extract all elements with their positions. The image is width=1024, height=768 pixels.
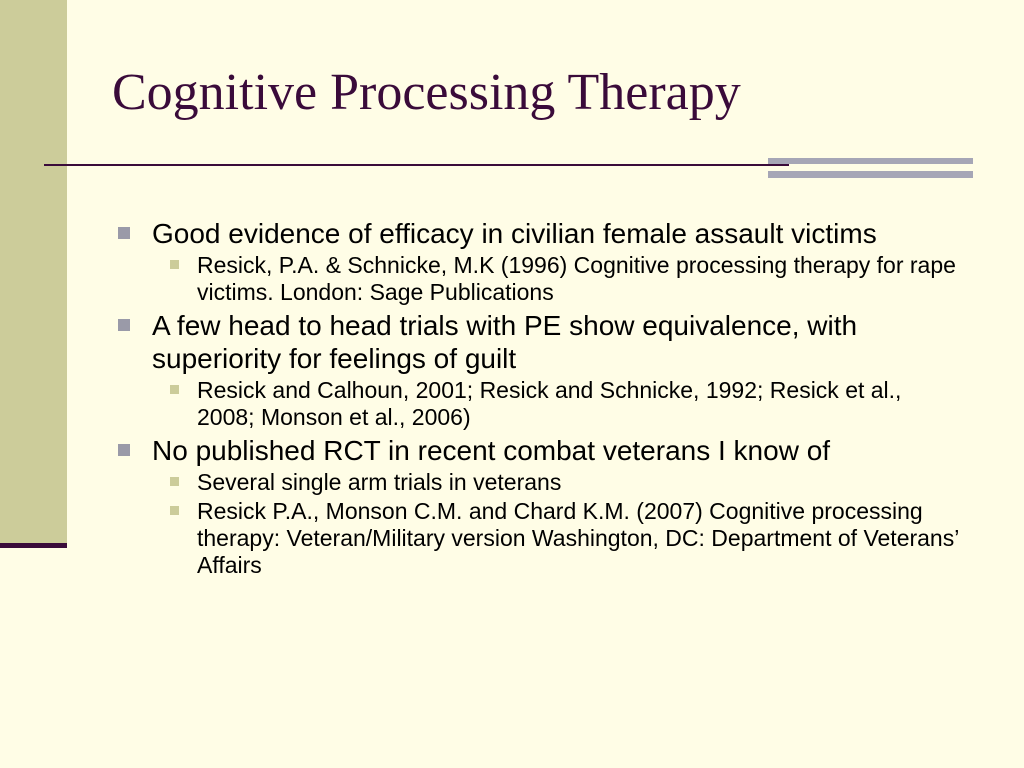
- accent-stripe: [768, 158, 973, 164]
- bullet-text: A few head to head trials with PE show equivalence, with superiority for feelings of guilt: [152, 310, 858, 374]
- sub-bullet-item: [152, 252, 962, 306]
- bullet-item: [112, 434, 962, 579]
- square-bullet-icon: [118, 227, 130, 239]
- sidebar-rule: [0, 543, 67, 548]
- sub-bullet-list: [152, 377, 962, 431]
- accent-stripe: [768, 171, 973, 178]
- square-bullet-icon: [170, 260, 179, 269]
- sub-bullet-item: [152, 469, 962, 496]
- sub-bullet-text: Resick, P.A. & Schnicke, M.K (1996) Cognitive processing therapy for rape victims. London: Sage Publications: [197, 252, 956, 305]
- square-bullet-icon: [118, 444, 130, 456]
- title-divider-accent: [768, 158, 973, 178]
- slide-title: Cognitive Processing Therapy: [112, 64, 741, 121]
- sub-bullet-text: Resick and Calhoun, 2001; Resick and Schnicke, 1992; Resick et al., 2008; Monson et al., 2006): [197, 377, 902, 430]
- bullet-text: No published RCT in recent combat veterans I know of: [152, 435, 831, 466]
- square-bullet-icon: [170, 506, 179, 515]
- sub-bullet-item: [152, 498, 962, 579]
- bullet-list: [112, 217, 962, 582]
- sidebar-decoration: [0, 0, 67, 545]
- square-bullet-icon: [170, 477, 179, 486]
- sub-bullet-item: [152, 377, 962, 431]
- bullet-text: Good evidence of efficacy in civilian female assault victims: [152, 218, 877, 249]
- square-bullet-icon: [118, 319, 130, 331]
- title-divider: [44, 164, 789, 166]
- sub-bullet-list: [152, 252, 962, 306]
- sub-bullet-list: [152, 469, 962, 579]
- sub-bullet-text: Several single arm trials in veterans: [197, 469, 562, 495]
- square-bullet-icon: [170, 385, 179, 394]
- bullet-item: [112, 217, 962, 306]
- bullet-item: [112, 309, 962, 431]
- sub-bullet-text: Resick P.A., Monson C.M. and Chard K.M. (2007) Cognitive processing therapy: Veteran/Military version Washington, DC: Department of Veterans’ Affairs: [197, 498, 959, 578]
